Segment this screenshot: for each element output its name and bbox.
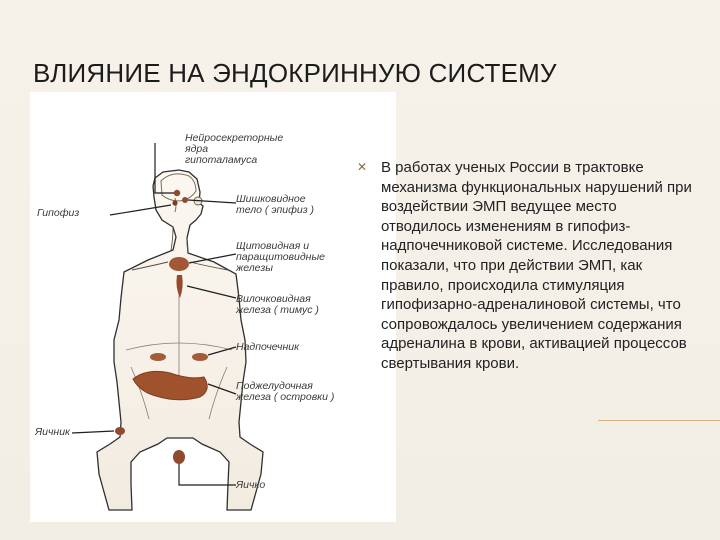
label-adrenal-gland: Надпочечник <box>236 341 300 353</box>
ovary-icon <box>115 427 125 435</box>
x-bullet-icon: ✕ <box>357 160 368 174</box>
slide-title: ВЛИЯНИЕ НА ЭНДОКРИННУЮ СИСТЕМУ <box>33 58 557 88</box>
neurosecretory-nuclei-icon <box>174 190 180 196</box>
label-pituitary-gland: Гипофиз <box>37 207 80 219</box>
label-thymus-gland: Вилочковидная железа ( тимус ) <box>236 293 319 316</box>
endocrine-system-figure <box>30 92 396 522</box>
thyroid-gland-icon <box>169 257 189 271</box>
adrenal-gland-left-icon <box>150 353 166 361</box>
pituitary-gland-icon <box>172 200 177 205</box>
bullet-text: В работах ученых России в трактовке механизма функциональных нарушений при воздействии ЭМП ведущее место отводилось изменениям в гипофиз-надпочечниковой системе. Исследования показали, что при действии ЭМП, как правило, происходила стимуляция гипофизарно-адреналиновой системы, что сопровождалось увеличением содержания адреналина в крови, активацией процессов свертывания крови. <box>381 159 692 372</box>
label-testis: Яичко <box>236 479 266 491</box>
accent-divider <box>598 420 720 421</box>
label-neurosecretory-nuclei: Нейросекреторные ядра гипоталамуса <box>185 132 284 166</box>
label-pineal-gland: Шишковидное тело ( эпифиз ) <box>236 193 315 216</box>
adrenal-gland-right-icon <box>192 353 208 361</box>
testis-icon <box>173 450 185 464</box>
label-ovary: Яичник <box>35 426 71 438</box>
pineal-gland-icon <box>182 197 188 203</box>
label-pancreas: Поджелудочная железа ( островки ) <box>236 380 335 403</box>
label-thyroid-gland: Щитовидная и паращитовидные железы <box>236 240 326 274</box>
leader-ovary <box>72 431 114 433</box>
